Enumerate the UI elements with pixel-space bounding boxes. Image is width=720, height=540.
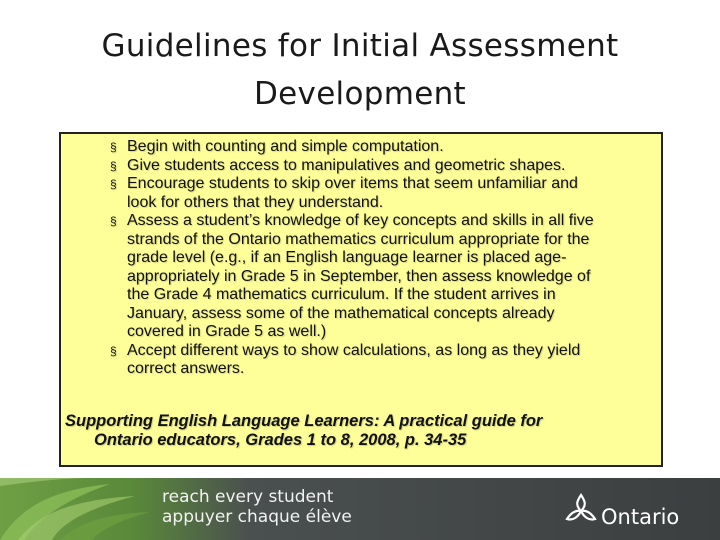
tagline-english: reach every student — [162, 487, 334, 507]
footer-tagline — [162, 488, 352, 527]
bullet-marker: § — [110, 343, 117, 358]
content-box — [59, 132, 663, 467]
slide-title-line-2: Development — [254, 76, 466, 112]
bullet-item — [61, 175, 661, 212]
bullet-item — [61, 212, 661, 342]
footer-swoosh-graphic — [0, 478, 160, 540]
bullet-line: strands of the Ontario mathematics curriculum appropriate for the — [127, 230, 590, 248]
trillium-icon — [563, 491, 599, 527]
bullet-item — [61, 342, 661, 379]
bullet-line: the Grade 4 mathematics curriculum. If the student arrives in — [127, 286, 556, 303]
bullet-list — [61, 138, 661, 379]
citation-line-2: Ontario educators, Grades 1 to 8, 2008, p. 34-35 — [94, 431, 467, 449]
bullet-line: Begin with counting and simple computation. — [127, 138, 444, 155]
slide-title-line-1: Guidelines for Initial Assessment — [101, 28, 619, 64]
citation-line-1: Supporting English Language Learners: A practical guide for — [65, 412, 543, 430]
citation — [65, 412, 655, 450]
tagline-french: appuyer chaque élève — [162, 506, 352, 527]
ontario-wordmark: Ontario — [601, 505, 680, 529]
bullet-line: correct answers. — [127, 360, 245, 377]
bullet-line: look for others that they understand. — [127, 193, 384, 211]
bullet-item — [61, 157, 661, 176]
bullet-marker: § — [110, 177, 117, 191]
bullet-marker: § — [110, 158, 117, 173]
bullet-line: Assess a student’s knowledge of key concepts and skills in all five — [127, 212, 594, 229]
footer-bar — [0, 478, 720, 540]
bullet-line: covered in Grade 5 as well.) — [127, 323, 327, 340]
slide-title — [60, 22, 660, 118]
bullet-item — [61, 138, 661, 157]
bullet-marker: § — [110, 214, 117, 228]
bullet-line: Encourage students to skip over items that seem unfamiliar and — [127, 175, 578, 192]
bullet-line: grade level (e.g., if an English language learner is placed age- — [127, 249, 567, 266]
bullet-line: Accept different ways to show calculations, as long as they yield — [127, 341, 581, 359]
bullet-line: Give students access to manipulatives and geometric shapes. — [127, 156, 566, 174]
bullet-marker: § — [110, 140, 117, 154]
bullet-line: appropriately in Grade 5 in September, then assess knowledge of — [127, 267, 591, 285]
bullet-line: January, assess some of the mathematical concepts already — [127, 304, 555, 322]
